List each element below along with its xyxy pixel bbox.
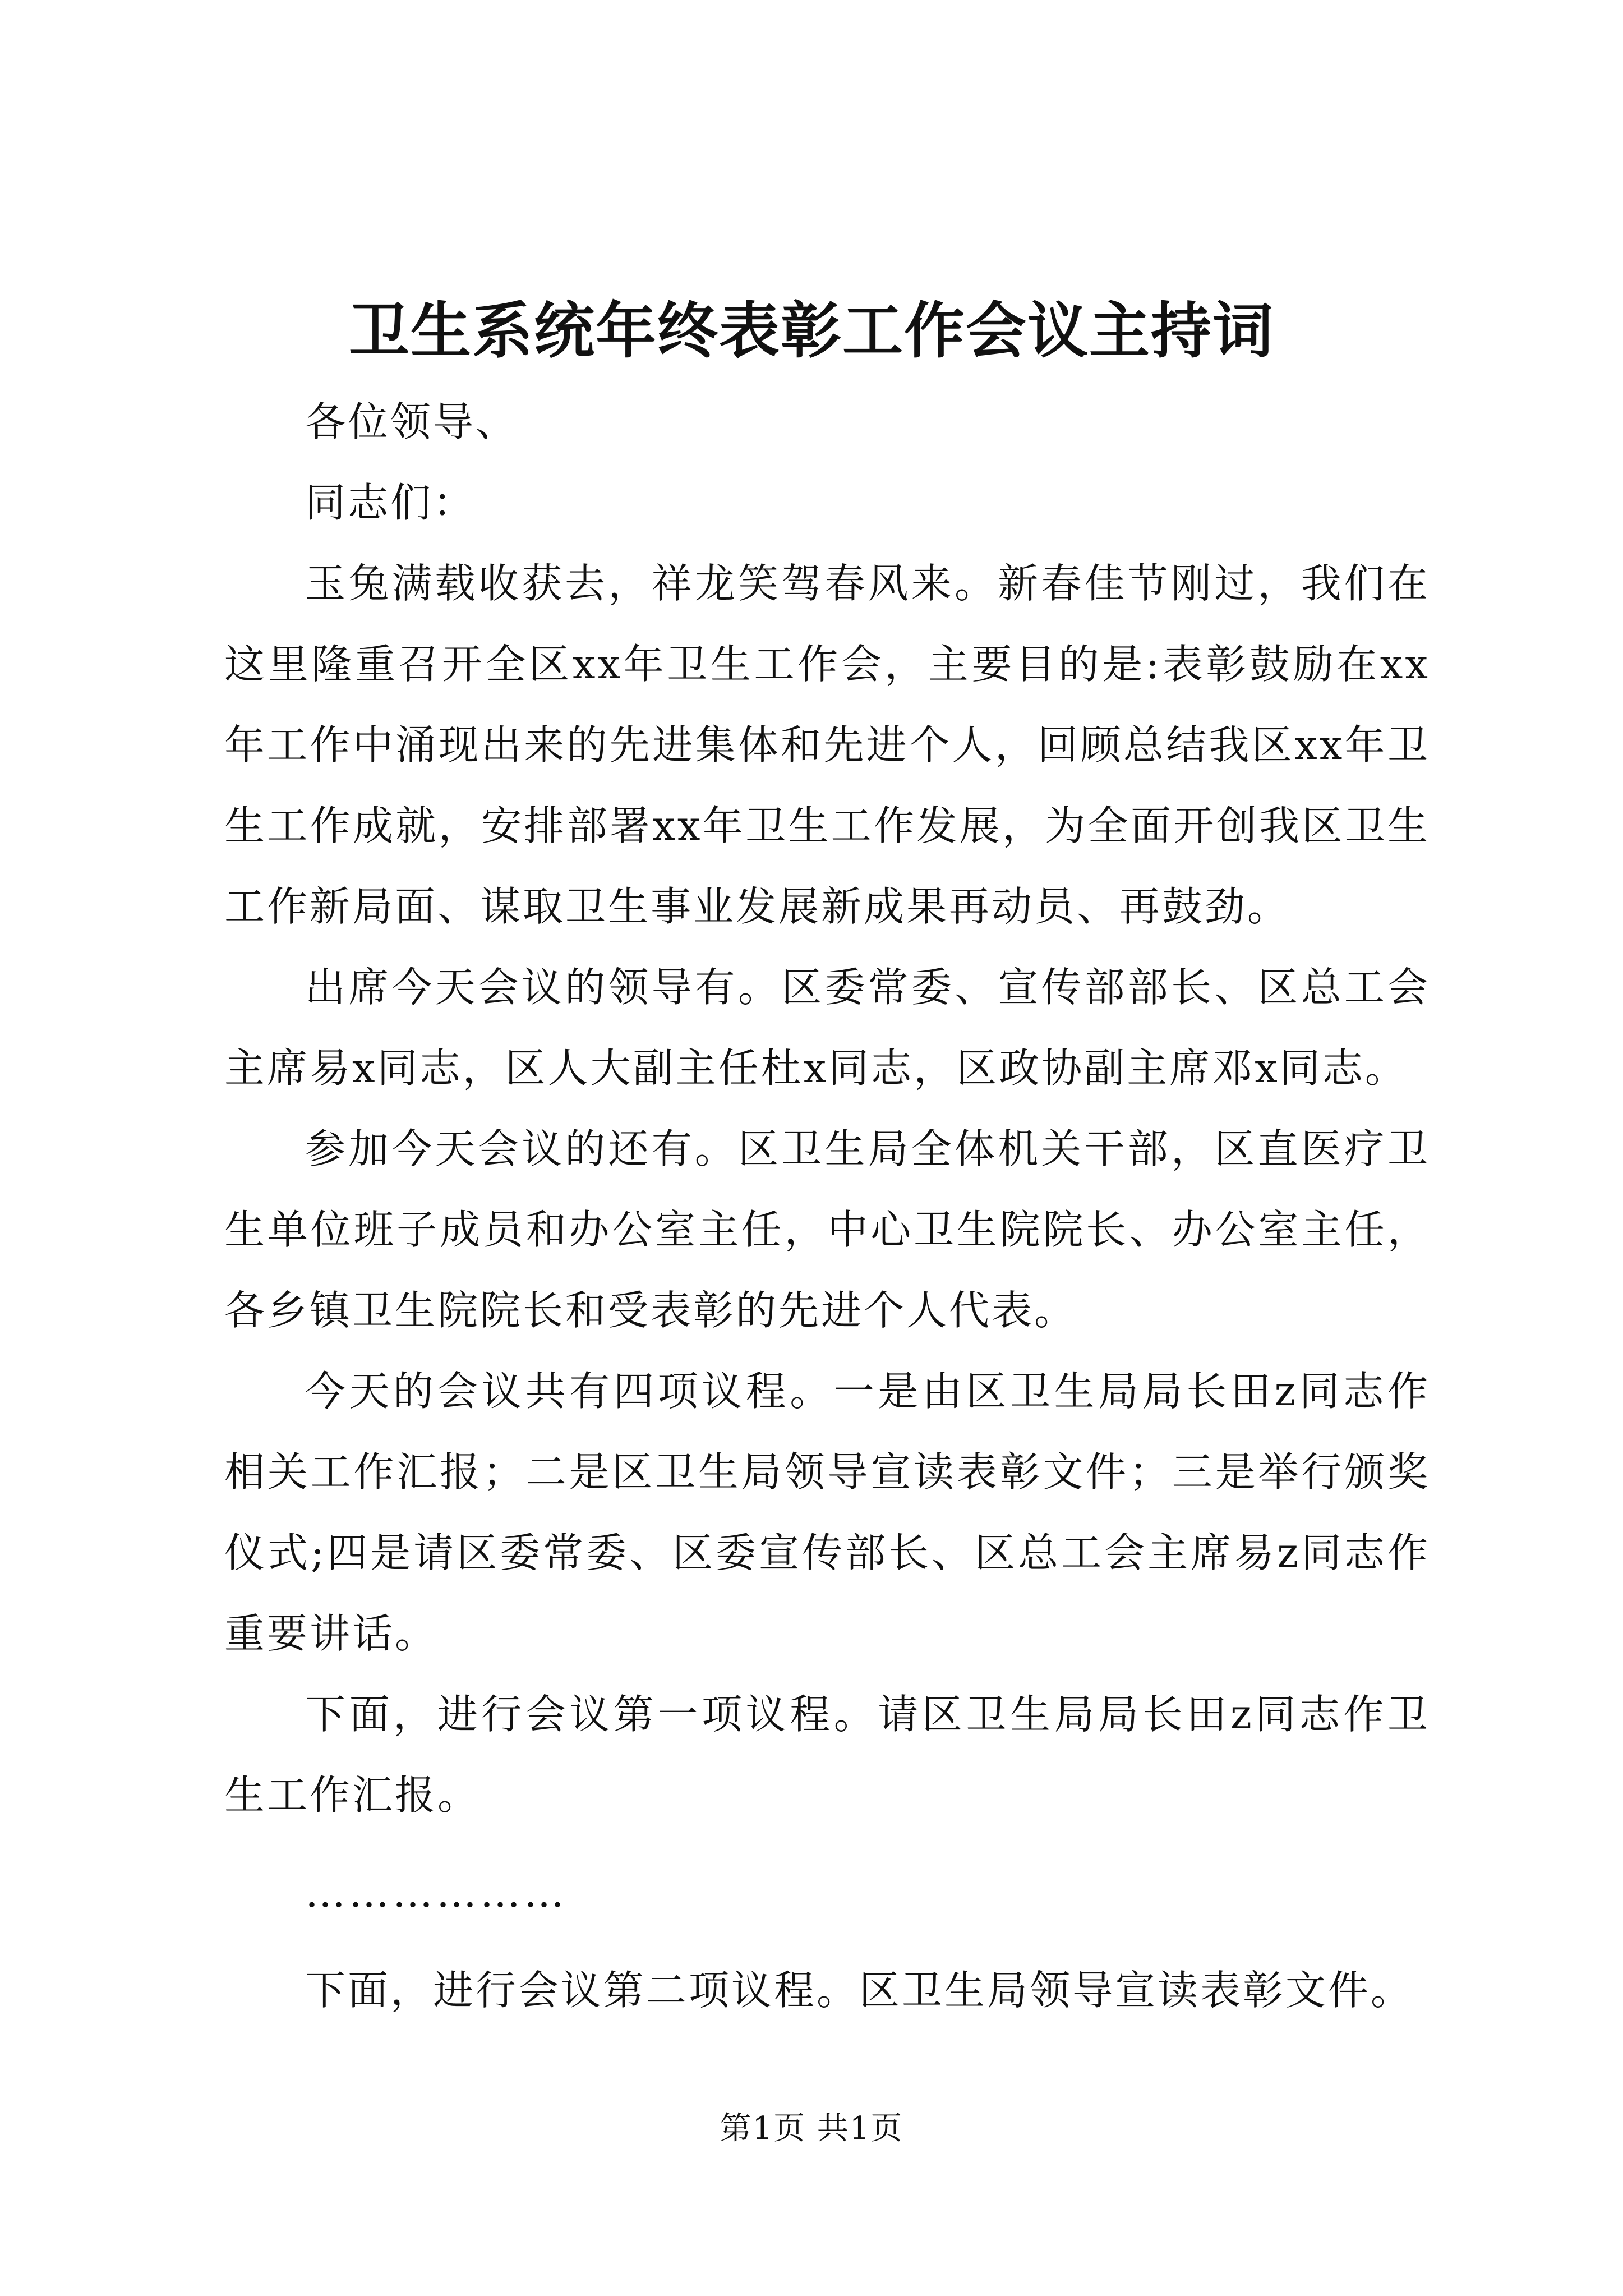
document-title: 卫生系统年终表彰工作会议主持词 [348, 296, 1274, 366]
paragraph-opening: 玉兔满载收获去，祥龙笑驾春风来。新春佳节刚过，我们在这里隆重召开全区xx年卫生工作会，主要目的是:表彰鼓励在xx年工作中涌现出来的先进集体和先进个人，回顾总结我区xx年卫生工作成就，安排部署xx年卫生工作发展，为全面开创我区卫生工作新局面、谋取卫生事业发展新成果再动员、再鼓劲。 [224, 560, 1430, 930]
page-footer: 第1页 共1页 [720, 2110, 903, 2147]
ellipsis-separator: ……………… [305, 1869, 568, 1916]
paragraph-item-one: 下面，进行会议第一项议程。请区卫生局局长田z同志作卫生工作汇报。 [224, 1691, 1430, 1819]
paragraph-attending-leaders: 出席今天会议的领导有。区委常委、宣传部部长、区总工会主席易x同志，区人大副主任杜x同志，区政协副主席邓x同志。 [224, 964, 1430, 1092]
paragraph-item-two: 下面，进行会议第二项议程。区卫生局领导宣读表彰文件。 [305, 1967, 1414, 2014]
paragraph-agenda: 今天的会议共有四项议程。一是由区卫生局局长田z同志作相关工作汇报；二是区卫生局领导宣读表彰文件；三是举行颁奖仪式;四是请区委常委、区委宣传部长、区总工会主席易z同志作重要讲话。 [224, 1368, 1430, 1657]
salutation-leaders: 各位领导、 [305, 398, 519, 445]
salutation-comrades: 同志们： [305, 479, 476, 526]
document-body [224, 381, 1430, 2031]
paragraph-participants: 参加今天会议的还有。区卫生局全体机关干部，区直医疗卫生单位班子成员和办公室主任，中心卫生院院长、办公室主任，各乡镇卫生院院长和受表彰的先进个人代表。 [224, 1125, 1430, 1334]
